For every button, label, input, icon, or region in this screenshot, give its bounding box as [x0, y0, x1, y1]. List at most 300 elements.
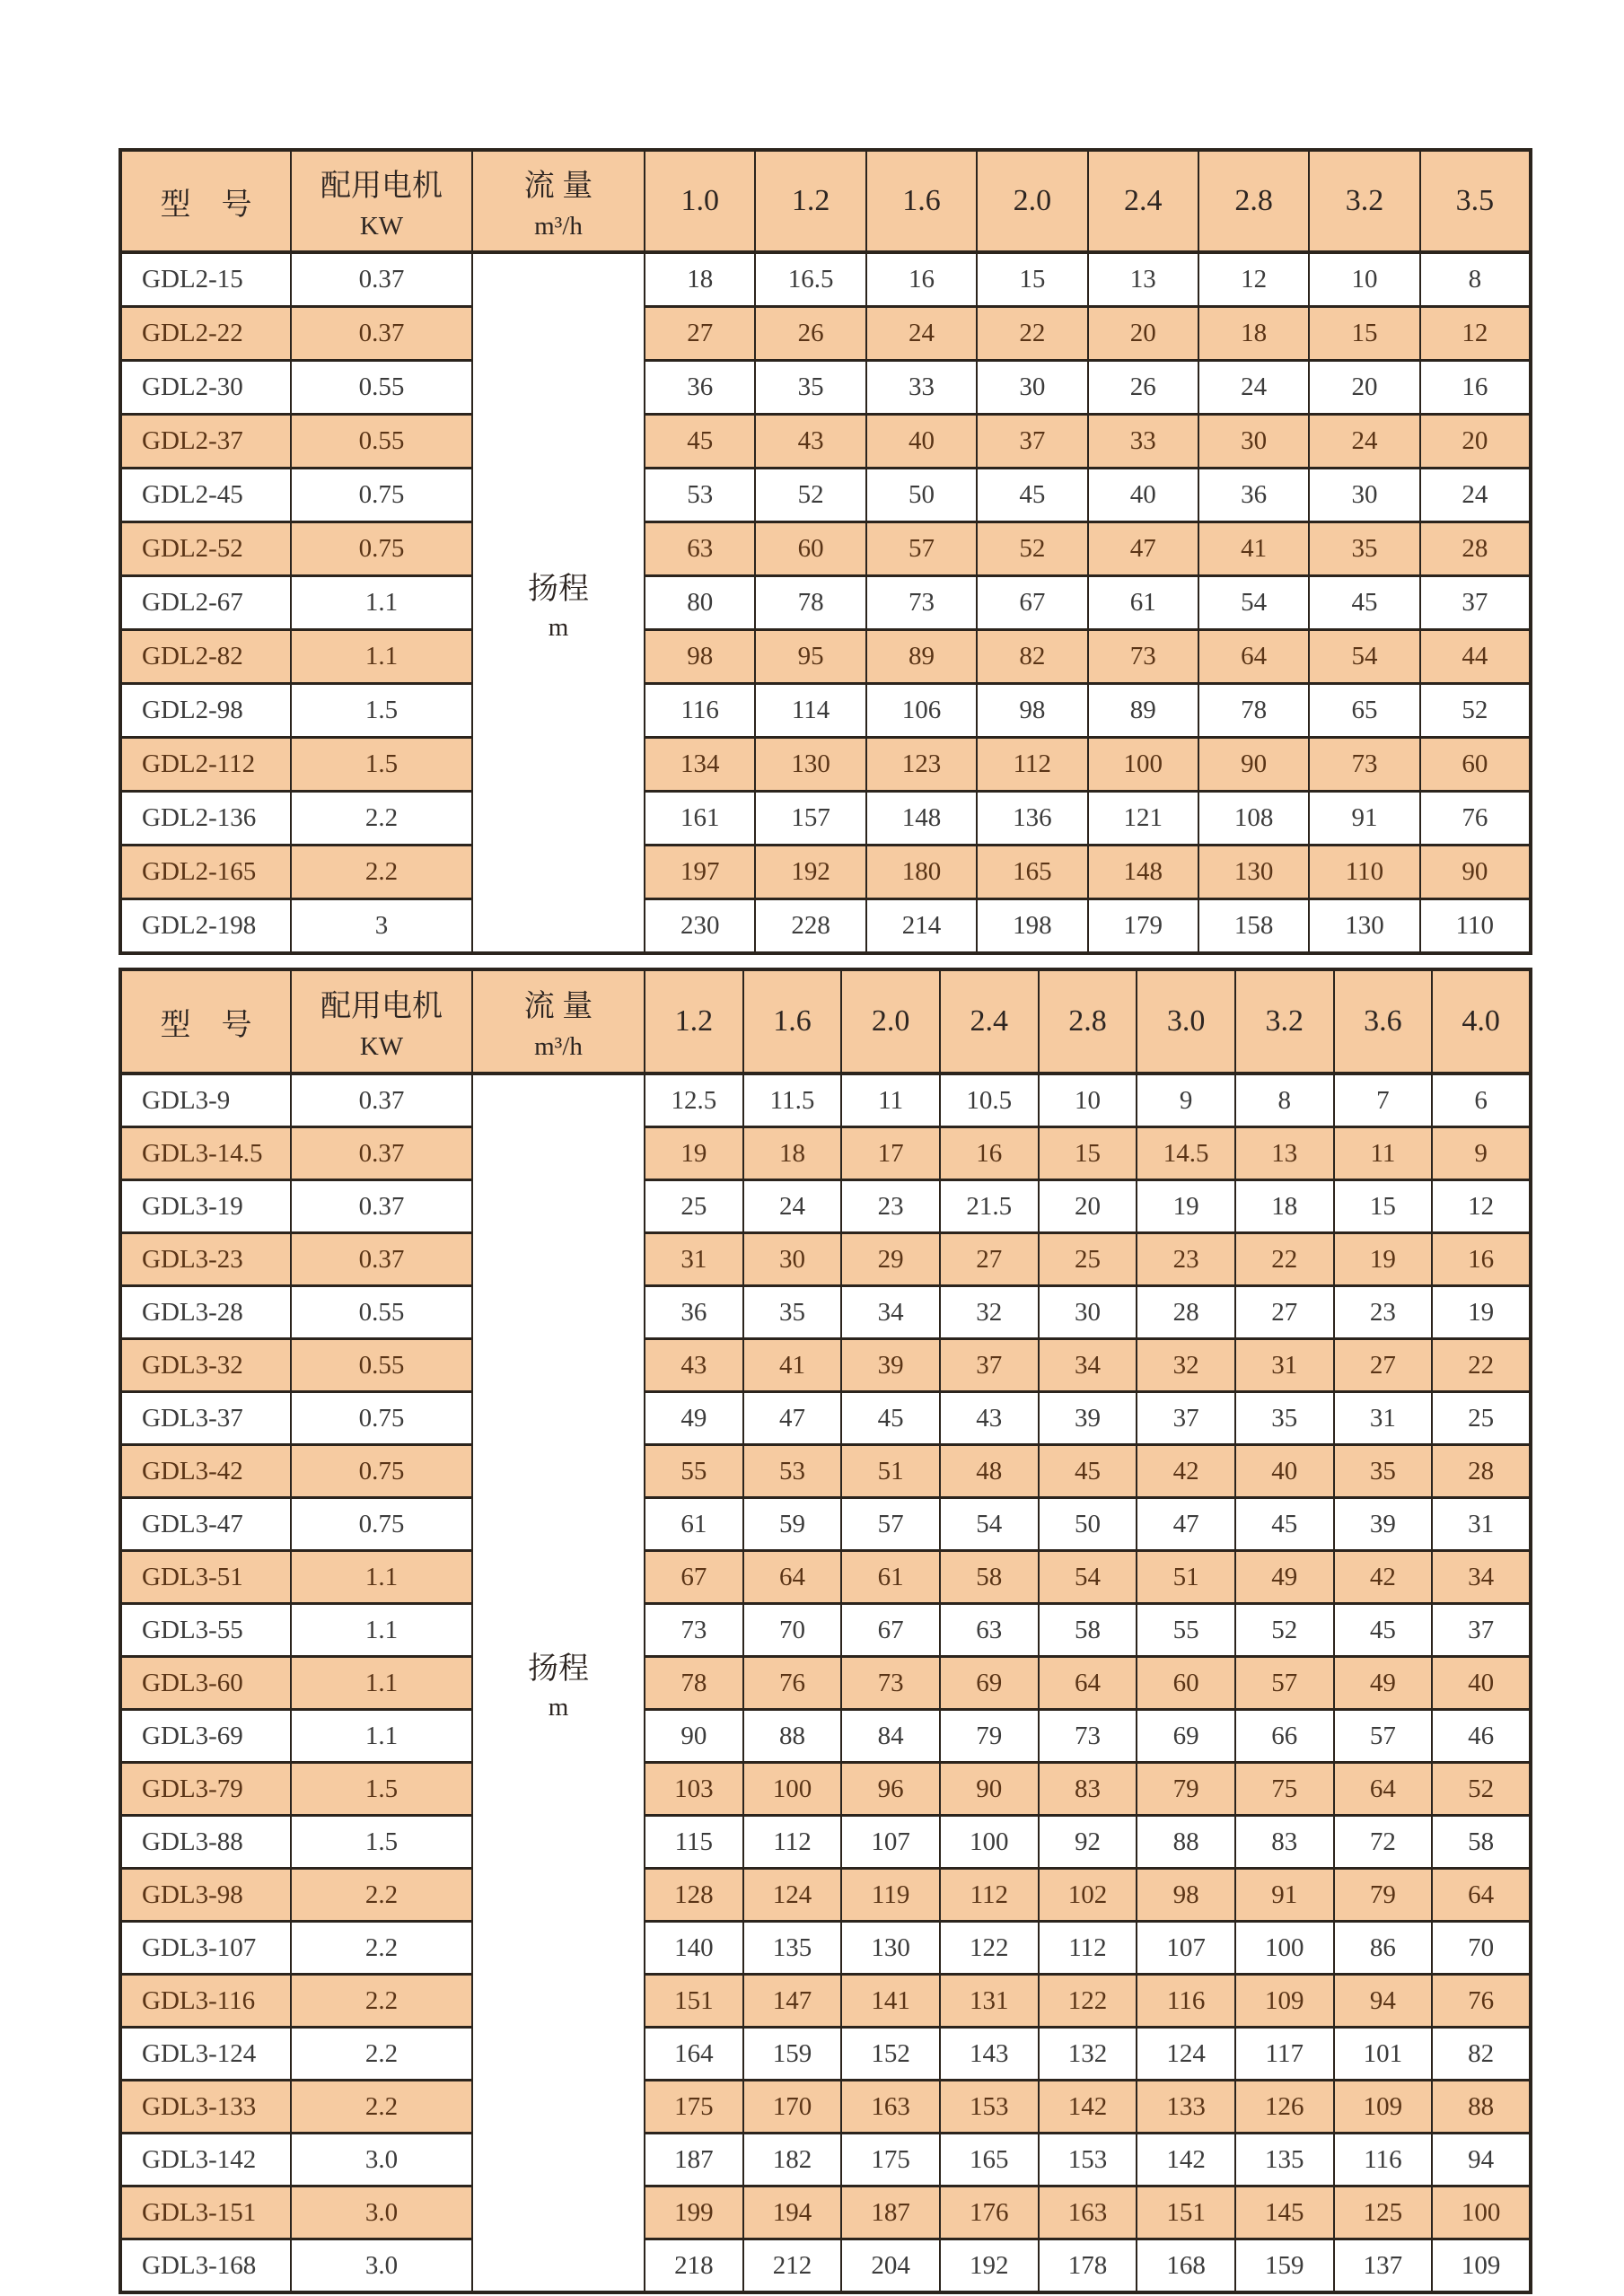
head-value-cell: 130 [841, 1922, 940, 1975]
head-value-cell: 88 [1137, 1816, 1235, 1869]
model-cell: GDL2-98 [120, 684, 291, 738]
head-value-cell: 24 [866, 307, 977, 361]
table-row [120, 1127, 1531, 1180]
head-value-cell: 100 [1088, 738, 1198, 792]
head-value-cell: 116 [1334, 2134, 1433, 2186]
head-value-cell: 55 [645, 1445, 743, 1498]
head-value-cell: 41 [743, 1339, 842, 1392]
head-value-cell: 130 [1198, 846, 1309, 899]
model-cell: GDL3-42 [120, 1445, 291, 1498]
head-value-cell: 182 [743, 2134, 842, 2186]
motor-unit-label: KW [359, 1032, 404, 1061]
head-value-cell: 133 [1137, 2081, 1235, 2134]
head-value-cell: 90 [645, 1710, 743, 1763]
head-value-cell: 145 [1235, 2186, 1334, 2239]
head-value-cell: 122 [940, 1922, 1039, 1975]
head-unit-label: m [548, 1693, 569, 1722]
head-value-cell: 158 [1198, 899, 1309, 954]
model-column-label: 型 号 [160, 188, 252, 222]
head-value-cell: 125 [1334, 2186, 1433, 2239]
head-value-cell: 98 [645, 630, 755, 684]
head-value-cell: 36 [645, 1286, 743, 1339]
head-value-cell: 175 [645, 2081, 743, 2134]
motor-kw-cell: 0.55 [291, 1339, 472, 1392]
head-value-cell: 29 [841, 1233, 940, 1286]
head-value-cell: 66 [1235, 1710, 1334, 1763]
head-value-cell: 37 [1432, 1604, 1531, 1657]
head-value-cell: 19 [1334, 1233, 1433, 1286]
flow-rate-header: 1.2 [755, 150, 865, 252]
head-value-cell: 136 [977, 792, 1087, 846]
head-value-cell: 18 [1198, 307, 1309, 361]
head-value-cell: 124 [1137, 2028, 1235, 2081]
head-value-cell: 49 [645, 1392, 743, 1445]
head-value-cell: 24 [743, 1180, 842, 1233]
head-value-cell: 51 [841, 1445, 940, 1498]
head-value-cell: 60 [1420, 738, 1531, 792]
head-value-cell: 26 [1088, 361, 1198, 415]
motor-column-label: 配用电机 [320, 990, 443, 1023]
flow-column-header [472, 969, 645, 1074]
flow-rate-header: 1.6 [866, 150, 977, 252]
head-value-cell: 64 [1198, 630, 1309, 684]
head-value-cell: 197 [645, 846, 755, 899]
motor-kw-cell: 1.5 [291, 738, 472, 792]
head-value-cell: 47 [1088, 522, 1198, 576]
head-value-cell: 73 [1039, 1710, 1137, 1763]
head-value-cell: 70 [1432, 1922, 1531, 1975]
head-value-cell: 230 [645, 899, 755, 954]
head-value-cell: 35 [743, 1286, 842, 1339]
head-value-cell: 130 [755, 738, 865, 792]
model-cell: GDL3-98 [120, 1869, 291, 1922]
head-value-cell: 153 [940, 2081, 1039, 2134]
head-value-cell: 67 [977, 576, 1087, 630]
head-value-cell: 130 [1309, 899, 1419, 954]
flow-rate-header: 2.4 [940, 969, 1039, 1074]
table-row [120, 792, 1531, 846]
head-value-cell: 109 [1235, 1975, 1334, 2028]
head-value-cell: 151 [1137, 2186, 1235, 2239]
head-value-cell: 204 [841, 2239, 940, 2293]
head-value-cell: 8 [1420, 252, 1531, 307]
head-value-cell: 102 [1039, 1869, 1137, 1922]
head-value-cell: 165 [940, 2134, 1039, 2186]
motor-kw-cell: 0.37 [291, 1233, 472, 1286]
head-value-cell: 148 [1088, 846, 1198, 899]
head-value-cell: 45 [1309, 576, 1419, 630]
head-value-cell: 45 [841, 1392, 940, 1445]
head-value-cell: 50 [866, 469, 977, 522]
head-value-cell: 148 [866, 792, 977, 846]
head-value-cell: 107 [1137, 1922, 1235, 1975]
head-value-cell: 35 [1235, 1392, 1334, 1445]
head-value-cell: 15 [1334, 1180, 1433, 1233]
motor-kw-cell: 0.55 [291, 361, 472, 415]
motor-kw-cell: 0.75 [291, 1498, 472, 1551]
head-value-cell: 63 [940, 1604, 1039, 1657]
head-value-cell: 20 [1088, 307, 1198, 361]
head-value-cell: 37 [977, 415, 1087, 469]
head-value-cell: 212 [743, 2239, 842, 2293]
head-value-cell: 218 [645, 2239, 743, 2293]
model-cell: GDL3-23 [120, 1233, 291, 1286]
head-value-cell: 175 [841, 2134, 940, 2186]
head-value-cell: 26 [755, 307, 865, 361]
head-value-cell: 27 [1334, 1339, 1433, 1392]
model-cell: GDL3-142 [120, 2134, 291, 2186]
gdl3-spec-table [119, 968, 1532, 2294]
head-value-cell: 49 [1235, 1551, 1334, 1604]
table-row [120, 846, 1531, 899]
head-value-cell: 76 [743, 1657, 842, 1710]
flow-rate-header: 1.0 [645, 150, 755, 252]
head-value-cell: 52 [1420, 684, 1531, 738]
head-value-cell: 40 [866, 415, 977, 469]
table-row [120, 1233, 1531, 1286]
head-value-cell: 22 [1432, 1339, 1531, 1392]
head-value-cell: 30 [743, 1233, 842, 1286]
head-value-cell: 116 [645, 684, 755, 738]
head-value-cell: 180 [866, 846, 977, 899]
motor-kw-cell: 1.1 [291, 630, 472, 684]
motor-kw-cell: 0.37 [291, 1074, 472, 1127]
head-value-cell: 31 [1432, 1498, 1531, 1551]
head-value-cell: 28 [1420, 522, 1531, 576]
head-value-cell: 79 [1334, 1869, 1433, 1922]
head-value-cell: 67 [645, 1551, 743, 1604]
head-value-cell: 24 [1309, 415, 1419, 469]
head-value-cell: 100 [940, 1816, 1039, 1869]
head-value-cell: 60 [755, 522, 865, 576]
model-cell: GDL3-19 [120, 1180, 291, 1233]
head-value-cell: 84 [841, 1710, 940, 1763]
motor-kw-cell: 2.2 [291, 2028, 472, 2081]
flow-rate-header: 2.4 [1088, 150, 1198, 252]
model-column-header [120, 150, 291, 252]
motor-kw-cell: 1.1 [291, 1604, 472, 1657]
model-cell: GDL3-32 [120, 1339, 291, 1392]
model-cell: GDL3-168 [120, 2239, 291, 2293]
head-value-cell: 10.5 [940, 1074, 1039, 1127]
motor-kw-cell: 1.1 [291, 1710, 472, 1763]
head-value-cell: 53 [645, 469, 755, 522]
head-value-cell: 12.5 [645, 1074, 743, 1127]
head-value-cell: 152 [841, 2028, 940, 2081]
table-row [120, 1180, 1531, 1233]
head-value-cell: 54 [940, 1498, 1039, 1551]
table-row [120, 1816, 1531, 1869]
motor-kw-cell: 1.1 [291, 1657, 472, 1710]
flow-unit-label: m³/h [534, 212, 583, 241]
motor-column-label: 配用电机 [320, 170, 443, 203]
head-value-cell: 82 [977, 630, 1087, 684]
model-cell: GDL3-28 [120, 1286, 291, 1339]
head-value-cell: 40 [1088, 469, 1198, 522]
head-value-cell: 45 [645, 415, 755, 469]
flow-rate-header: 3.2 [1309, 150, 1419, 252]
head-value-cell: 143 [940, 2028, 1039, 2081]
motor-kw-cell: 3 [291, 899, 472, 954]
head-value-cell: 15 [1039, 1127, 1137, 1180]
model-cell: GDL3-88 [120, 1816, 291, 1869]
head-value-cell: 100 [743, 1763, 842, 1816]
head-value-cell: 11.5 [743, 1074, 842, 1127]
head-value-cell: 124 [743, 1869, 842, 1922]
head-value-cell: 57 [841, 1498, 940, 1551]
model-cell: GDL3-69 [120, 1710, 291, 1763]
head-value-cell: 27 [1235, 1286, 1334, 1339]
model-cell: GDL2-82 [120, 630, 291, 684]
head-value-cell: 159 [743, 2028, 842, 2081]
head-value-cell: 9 [1137, 1074, 1235, 1127]
head-value-cell: 83 [1039, 1763, 1137, 1816]
model-cell: GDL2-136 [120, 792, 291, 846]
head-value-cell: 88 [1432, 2081, 1531, 2134]
head-value-cell: 35 [755, 361, 865, 415]
head-value-cell: 13 [1088, 252, 1198, 307]
table-row [120, 576, 1531, 630]
table-row [120, 1657, 1531, 1710]
head-value-cell: 70 [743, 1604, 842, 1657]
model-cell: GDL2-30 [120, 361, 291, 415]
head-merged-cell [472, 252, 645, 953]
head-value-cell: 23 [1334, 1286, 1433, 1339]
table-row [120, 2081, 1531, 2134]
flow-rate-header: 3.2 [1235, 969, 1334, 1074]
head-value-cell: 89 [866, 630, 977, 684]
head-value-cell: 16 [1420, 361, 1531, 415]
head-value-cell: 7 [1334, 1074, 1433, 1127]
head-value-cell: 22 [1235, 1233, 1334, 1286]
table-row [120, 899, 1531, 954]
head-value-cell: 12 [1432, 1180, 1531, 1233]
head-value-cell: 58 [940, 1551, 1039, 1604]
head-value-cell: 36 [1198, 469, 1309, 522]
flow-rate-header: 2.0 [977, 150, 1087, 252]
head-value-cell: 176 [940, 2186, 1039, 2239]
head-value-cell: 54 [1309, 630, 1419, 684]
head-value-cell: 161 [645, 792, 755, 846]
head-value-cell: 20 [1039, 1180, 1137, 1233]
head-value-cell: 187 [645, 2134, 743, 2186]
head-value-cell: 178 [1039, 2239, 1137, 2293]
head-value-cell: 36 [645, 361, 755, 415]
head-value-cell: 135 [1235, 2134, 1334, 2186]
head-value-cell: 31 [645, 1233, 743, 1286]
motor-kw-cell: 0.75 [291, 522, 472, 576]
head-value-cell: 43 [755, 415, 865, 469]
model-cell: GDL2-52 [120, 522, 291, 576]
header-row [120, 150, 1531, 252]
head-value-cell: 100 [1235, 1922, 1334, 1975]
model-cell: GDL2-15 [120, 252, 291, 307]
head-value-cell: 114 [755, 684, 865, 738]
head-value-cell: 54 [1198, 576, 1309, 630]
table-row [120, 1763, 1531, 1816]
table-row [120, 1604, 1531, 1657]
head-label: 扬程 [528, 572, 589, 606]
head-value-cell: 58 [1039, 1604, 1137, 1657]
head-value-cell: 40 [1235, 1445, 1334, 1498]
head-value-cell: 98 [977, 684, 1087, 738]
motor-kw-cell: 2.2 [291, 1975, 472, 2028]
model-cell: GDL3-14.5 [120, 1127, 291, 1180]
model-cell: GDL3-60 [120, 1657, 291, 1710]
head-value-cell: 109 [1432, 2239, 1531, 2293]
model-cell: GDL3-47 [120, 1498, 291, 1551]
motor-kw-cell: 2.2 [291, 2081, 472, 2134]
table-row [120, 1392, 1531, 1445]
head-value-cell: 82 [1432, 2028, 1531, 2081]
head-value-cell: 90 [1420, 846, 1531, 899]
table-row [120, 1286, 1531, 1339]
table-row [120, 2028, 1531, 2081]
table-row [120, 684, 1531, 738]
model-cell: GDL2-22 [120, 307, 291, 361]
head-value-cell: 159 [1235, 2239, 1334, 2293]
head-value-cell: 43 [940, 1392, 1039, 1445]
table-row [120, 2186, 1531, 2239]
model-cell: GDL2-37 [120, 415, 291, 469]
model-cell: GDL3-116 [120, 1975, 291, 2028]
motor-kw-cell: 0.55 [291, 415, 472, 469]
motor-kw-cell: 0.75 [291, 469, 472, 522]
head-value-cell: 57 [1235, 1657, 1334, 1710]
head-value-cell: 33 [1088, 415, 1198, 469]
head-value-cell: 11 [841, 1074, 940, 1127]
table-row [120, 1551, 1531, 1604]
head-value-cell: 92 [1039, 1816, 1137, 1869]
head-value-cell: 142 [1039, 2081, 1137, 2134]
head-value-cell: 112 [940, 1869, 1039, 1922]
flow-rate-header: 1.2 [645, 969, 743, 1074]
table-row [120, 415, 1531, 469]
head-value-cell: 48 [940, 1445, 1039, 1498]
head-value-cell: 137 [1334, 2239, 1433, 2293]
flow-rate-header: 2.8 [1039, 969, 1137, 1074]
table-row [120, 2134, 1531, 2186]
motor-kw-cell: 2.2 [291, 1869, 472, 1922]
head-value-cell: 168 [1137, 2239, 1235, 2293]
head-value-cell: 19 [1137, 1180, 1235, 1233]
flow-rate-header: 3.0 [1137, 969, 1235, 1074]
head-value-cell: 73 [1088, 630, 1198, 684]
model-cell: GDL3-51 [120, 1551, 291, 1604]
head-value-cell: 64 [1432, 1869, 1531, 1922]
head-value-cell: 27 [940, 1233, 1039, 1286]
head-value-cell: 33 [866, 361, 977, 415]
motor-kw-cell: 0.75 [291, 1392, 472, 1445]
head-value-cell: 67 [841, 1604, 940, 1657]
motor-kw-cell: 1.5 [291, 1816, 472, 1869]
head-value-cell: 89 [1088, 684, 1198, 738]
head-value-cell: 42 [1334, 1551, 1433, 1604]
head-value-cell: 134 [645, 738, 755, 792]
head-value-cell: 24 [1420, 469, 1531, 522]
head-value-cell: 6 [1432, 1074, 1531, 1127]
motor-unit-label: KW [359, 212, 404, 241]
head-value-cell: 64 [1039, 1657, 1137, 1710]
head-value-cell: 95 [755, 630, 865, 684]
head-value-cell: 11 [1334, 1127, 1433, 1180]
motor-kw-cell: 1.1 [291, 576, 472, 630]
head-value-cell: 47 [1137, 1498, 1235, 1551]
head-value-cell: 16.5 [755, 252, 865, 307]
head-value-cell: 18 [645, 252, 755, 307]
head-value-cell: 163 [1039, 2186, 1137, 2239]
head-value-cell: 37 [940, 1339, 1039, 1392]
flow-rate-header: 3.6 [1334, 969, 1433, 1074]
head-value-cell: 126 [1235, 2081, 1334, 2134]
table-row [120, 1975, 1531, 2028]
motor-kw-cell: 3.0 [291, 2186, 472, 2239]
flow-rate-header: 2.0 [841, 969, 940, 1074]
head-value-cell: 61 [645, 1498, 743, 1551]
head-value-cell: 35 [1334, 1445, 1433, 1498]
head-value-cell: 110 [1420, 899, 1531, 954]
model-cell: GDL3-79 [120, 1763, 291, 1816]
motor-kw-cell: 3.0 [291, 2134, 472, 2186]
head-value-cell: 47 [743, 1392, 842, 1445]
flow-rate-header: 4.0 [1432, 969, 1531, 1074]
head-value-cell: 198 [977, 899, 1087, 954]
head-value-cell: 30 [1039, 1286, 1137, 1339]
motor-kw-cell: 3.0 [291, 2239, 472, 2293]
head-value-cell: 90 [1198, 738, 1309, 792]
head-value-cell: 30 [977, 361, 1087, 415]
head-value-cell: 64 [743, 1551, 842, 1604]
head-value-cell: 110 [1309, 846, 1419, 899]
table-row [120, 1339, 1531, 1392]
head-value-cell: 100 [1432, 2186, 1531, 2239]
head-value-cell: 83 [1235, 1816, 1334, 1869]
table-row [120, 1498, 1531, 1551]
head-value-cell: 75 [1235, 1763, 1334, 1816]
motor-kw-cell: 2.2 [291, 846, 472, 899]
head-value-cell: 60 [1137, 1657, 1235, 1710]
head-value-cell: 28 [1137, 1286, 1235, 1339]
head-value-cell: 88 [743, 1710, 842, 1763]
head-value-cell: 164 [645, 2028, 743, 2081]
head-value-cell: 41 [1198, 522, 1309, 576]
head-value-cell: 65 [1309, 684, 1419, 738]
head-value-cell: 17 [841, 1127, 940, 1180]
head-unit-label: m [548, 612, 569, 642]
table-row [120, 1074, 1531, 1127]
head-value-cell: 170 [743, 2081, 842, 2134]
head-value-cell: 165 [977, 846, 1087, 899]
head-value-cell: 15 [977, 252, 1087, 307]
motor-column-header [291, 969, 472, 1074]
head-value-cell: 39 [1334, 1498, 1433, 1551]
head-value-cell: 101 [1334, 2028, 1433, 2081]
motor-kw-cell: 0.37 [291, 1127, 472, 1180]
head-value-cell: 91 [1235, 1869, 1334, 1922]
head-value-cell: 34 [1432, 1551, 1531, 1604]
table-row [120, 307, 1531, 361]
motor-kw-cell: 0.75 [291, 1445, 472, 1498]
head-value-cell: 179 [1088, 899, 1198, 954]
head-value-cell: 73 [866, 576, 977, 630]
flow-column-label: 流 量 [523, 170, 593, 203]
model-cell: GDL2-67 [120, 576, 291, 630]
motor-kw-cell: 2.2 [291, 792, 472, 846]
table-row [120, 1445, 1531, 1498]
head-value-cell: 54 [1039, 1551, 1137, 1604]
head-merged-cell [472, 1074, 645, 2292]
head-value-cell: 31 [1235, 1339, 1334, 1392]
